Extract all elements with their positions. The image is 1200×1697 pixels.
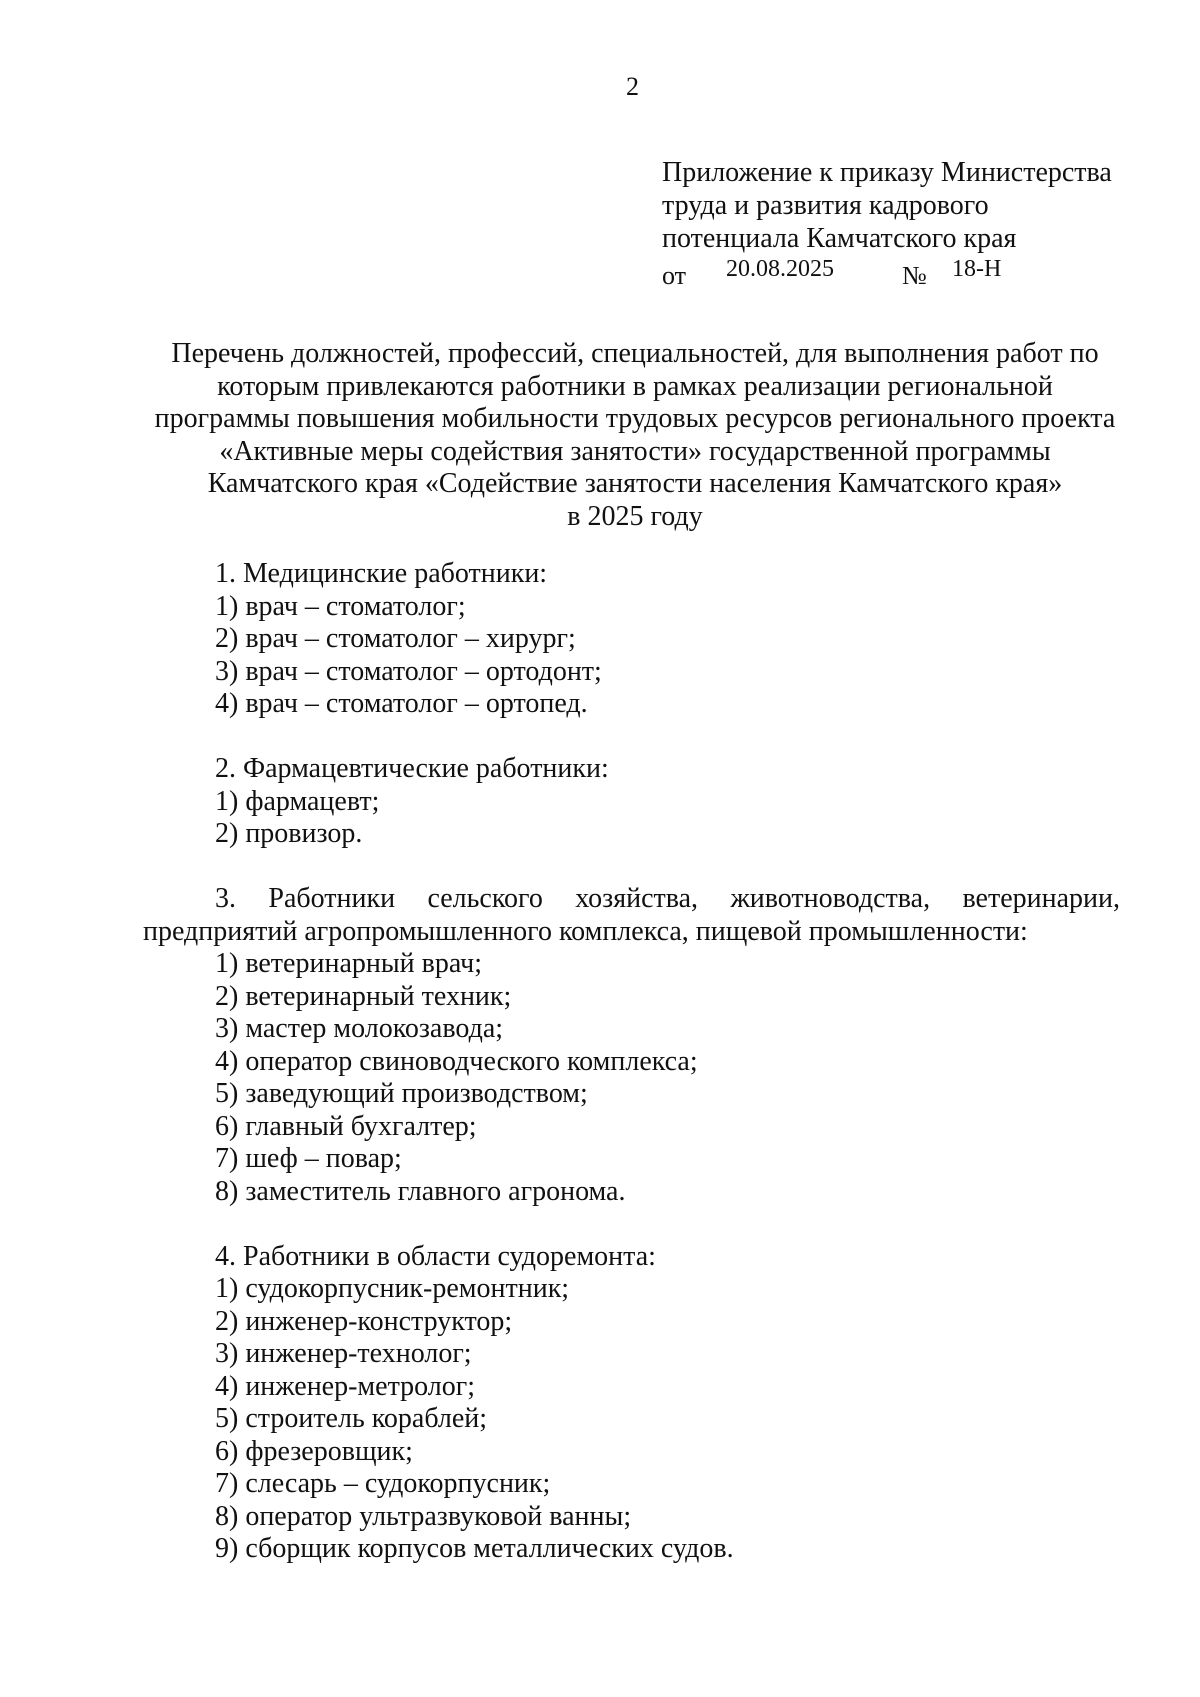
title-line: в 2025 году	[567, 500, 703, 532]
list-item: 7) шеф – повар;	[215, 1143, 402, 1174]
list-item: 9) сборщик корпусов металлических судов.	[215, 1533, 734, 1564]
list-item: 2) врач – стоматолог – хирург;	[215, 623, 576, 654]
order-number: 18-Н	[952, 256, 1002, 282]
list-item: 2) ветеринарный техник;	[215, 980, 512, 1012]
order-date-row	[662, 255, 1122, 288]
number-sign: №	[902, 261, 927, 290]
title-line: «Активные меры содействия занятости» государственной программы	[219, 435, 1051, 467]
appendix-block	[662, 156, 1122, 288]
section-heading	[143, 883, 1120, 948]
section-item-list	[143, 948, 1120, 1208]
section-heading-continuation: предприятий агропромышленного комплекса, пищевой промышленности:	[143, 915, 1028, 947]
date-prefix: от	[662, 261, 687, 290]
document-body	[143, 558, 1120, 1566]
section-heading: 1. Медицинские работники:	[215, 558, 548, 589]
list-item: 2) инженер-конструктор;	[215, 1305, 513, 1337]
list-item: 6) главный бухгалтер;	[215, 1110, 477, 1142]
list-item: 3) врач – стоматолог – ортодонт;	[215, 655, 602, 687]
list-item: 4) врач – стоматолог – ортопед.	[215, 688, 588, 719]
section-pharmaceutical	[143, 753, 1120, 851]
appendix-line: труда и развития кадрового	[662, 190, 989, 221]
list-item: 1) фармацевт;	[215, 785, 380, 817]
list-item: 6) фрезеровщик;	[215, 1435, 413, 1467]
list-item: 3) инженер-технолог;	[215, 1338, 472, 1369]
appendix-line: Приложение к приказу Министерства	[662, 157, 1112, 188]
section-heading: 4. Работники в области судоремонта:	[215, 1240, 656, 1272]
list-item: 2) провизор.	[215, 818, 363, 849]
list-item: 1) судокорпусник-ремонтник;	[215, 1273, 570, 1304]
order-date: 20.08.2025	[726, 256, 834, 282]
section-item-list	[143, 591, 1120, 721]
section-item-list	[143, 1273, 1120, 1566]
section-item-list	[143, 786, 1120, 851]
title-line: программы повышения мобильности трудовых ресурсов регионального проекта	[154, 403, 1116, 434]
list-item: 4) оператор свиноводческого комплекса;	[215, 1045, 698, 1077]
title-line: Перечень должностей, профессий, специальностей, для выполнения работ по	[171, 338, 1099, 369]
list-item: 8) заместитель главного агронома.	[215, 1175, 626, 1207]
section-agriculture	[143, 883, 1120, 1208]
title-line: Камчатского края «Содействие занятости населения Камчатского края»	[207, 468, 1063, 499]
section-heading-first-line: 3. Работники сельского хозяйства, животноводства, ветеринарии,	[215, 883, 1120, 914]
title-line: которым привлекаются работники в рамках реализации региональной	[217, 370, 1053, 402]
list-item: 1) врач – стоматолог;	[215, 590, 466, 622]
list-item: 4) инженер-метролог;	[215, 1370, 476, 1402]
section-medical	[143, 558, 1120, 721]
section-ship-repair	[143, 1241, 1120, 1566]
list-item: 1) ветеринарный врач;	[215, 948, 483, 979]
list-item: 5) заведующий производством;	[215, 1078, 588, 1109]
document-title	[130, 338, 1140, 533]
section-heading: 2. Фармацевтические работники:	[215, 753, 609, 784]
list-item: 7) слесарь – судокорпусник;	[215, 1468, 551, 1499]
appendix-line: потенциала Камчатского края	[662, 223, 1017, 254]
list-item: 3) мастер молокозавода;	[215, 1013, 504, 1044]
page-number: 2	[626, 72, 639, 101]
list-item: 5) строитель кораблей;	[215, 1403, 488, 1434]
list-item: 8) оператор ультразвуковой ванны;	[215, 1500, 632, 1532]
